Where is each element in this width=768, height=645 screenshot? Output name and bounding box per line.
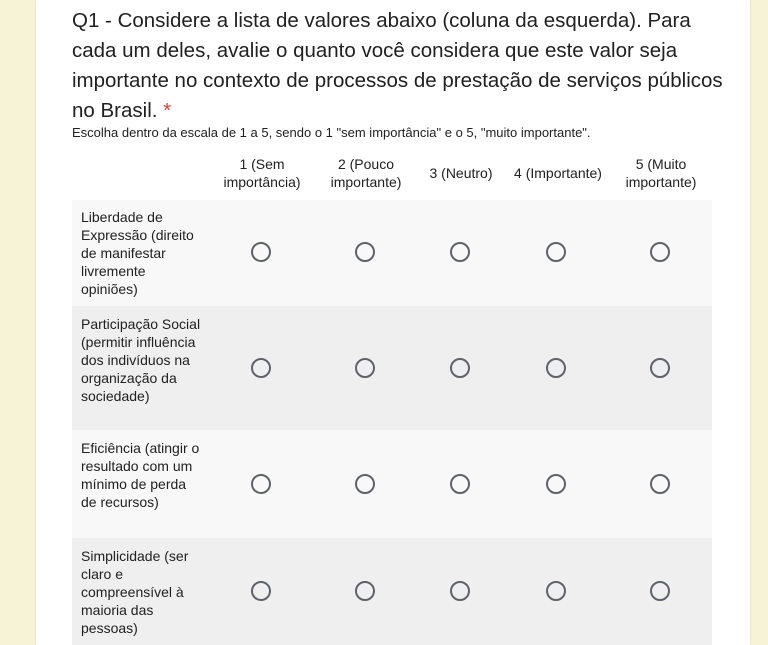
radio-row4-col3[interactable] xyxy=(450,581,470,601)
question-title xyxy=(72,6,732,126)
column-header-4: 4 (Importante) xyxy=(514,165,602,181)
grid-row-simplicidade xyxy=(72,538,712,645)
question-title-text: Q1 - Considere a lista de valores abaixo (coluna da esquerda). Para cada um deles, avalie o quanto você considera que este valor seja importante no contexto de processos de prestação de serviços públicos no Brasil. xyxy=(72,9,723,122)
radio-row2-col2[interactable] xyxy=(355,358,375,378)
question-help-text: Escolha dentro da escala de 1 a 5, sendo o 1 "sem importância" e o 5, "muito importante". xyxy=(72,125,591,140)
column-header-5: 5 (Muito importante) xyxy=(625,156,697,190)
radio-row3-col1[interactable] xyxy=(251,474,271,494)
row-label: Simplicidade (ser claro e compreensível à maioria das pessoas) xyxy=(81,548,189,636)
row-label: Participação Social (permitir influência dos indivíduos na organização da sociedade) xyxy=(81,316,201,404)
radio-row2-col1[interactable] xyxy=(251,358,271,378)
radio-row1-col4[interactable] xyxy=(546,242,566,262)
radio-row1-col3[interactable] xyxy=(450,242,470,262)
required-asterisk: * xyxy=(163,99,172,122)
radio-row4-col5[interactable] xyxy=(650,581,670,601)
radio-row2-col3[interactable] xyxy=(450,358,470,378)
radio-row1-col2[interactable] xyxy=(355,242,375,262)
row-label: Liberdade de Expressão (direito de manifestar livremente opiniões) xyxy=(81,209,194,297)
grid-row-liberdade xyxy=(72,200,712,306)
radio-row4-col1[interactable] xyxy=(251,581,271,601)
radio-row3-col5[interactable] xyxy=(650,474,670,494)
radio-row3-col3[interactable] xyxy=(450,474,470,494)
grid-row-participacao xyxy=(72,306,712,430)
question-card xyxy=(36,0,750,645)
radio-row1-col1[interactable] xyxy=(251,242,271,262)
radio-row1-col5[interactable] xyxy=(650,242,670,262)
grid-row-eficiencia xyxy=(72,430,712,538)
radio-row3-col4[interactable] xyxy=(546,474,566,494)
column-header-1: 1 (Sem importância) xyxy=(223,156,301,190)
radio-row4-col4[interactable] xyxy=(546,581,566,601)
column-header-3: 3 (Neutro) xyxy=(429,165,493,181)
column-header-2: 2 (Pouco importante) xyxy=(330,156,402,190)
radio-row3-col2[interactable] xyxy=(355,474,375,494)
radio-row4-col2[interactable] xyxy=(355,581,375,601)
row-label: Eficiência (atingir o resultado com um mínimo de perda de recursos) xyxy=(81,440,200,510)
radio-row2-col4[interactable] xyxy=(546,358,566,378)
radio-row2-col5[interactable] xyxy=(650,358,670,378)
